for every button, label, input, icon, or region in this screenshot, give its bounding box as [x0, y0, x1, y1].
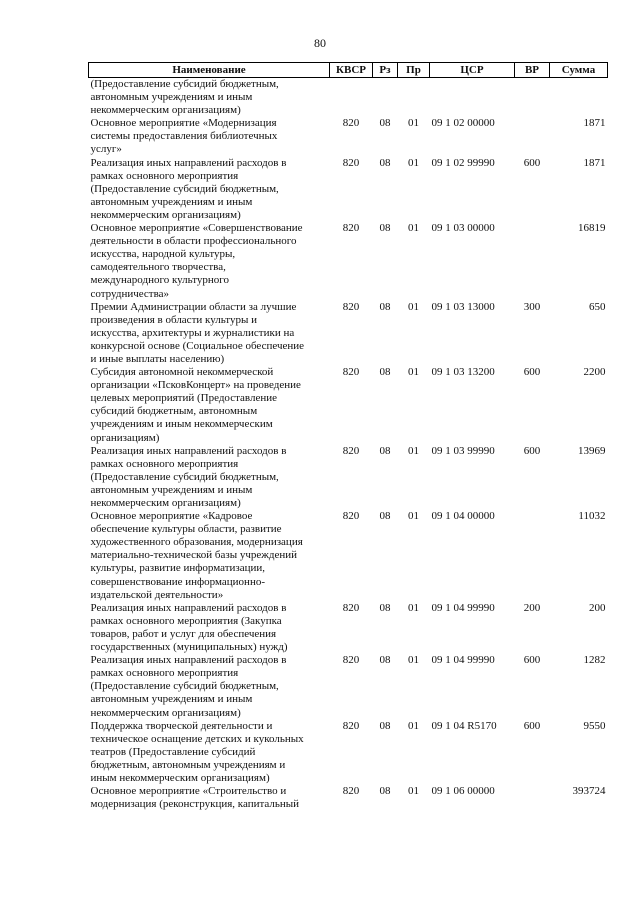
cell-csr: 09 1 04 99990 [431, 654, 495, 667]
cell-name-line: Реализация иных направлений расходов в [90, 654, 287, 667]
cell-name-line: автономным учреждениям и иным [90, 91, 253, 104]
cell-name [89, 366, 330, 445]
cell-sum: 393724 [572, 785, 606, 798]
cell-name-line: услуг» [90, 143, 122, 156]
cell-csr [430, 78, 515, 118]
budget-table [88, 62, 608, 811]
table-row [89, 157, 608, 222]
cell-rz [373, 78, 398, 118]
cell-csr: 09 1 06 00000 [431, 785, 495, 798]
cell-pr: 01 [408, 156, 419, 169]
cell-pr: 01 [408, 366, 419, 379]
cell-name-line: обеспечение культуры области, развитие [90, 523, 282, 536]
cell-pr: 01 [408, 222, 419, 235]
cell-name-line: субсидий бюджетным, автономным [90, 405, 258, 418]
cell-name-line: (Предоставление субсидий бюджетным, [90, 680, 279, 693]
cell-csr: 09 1 04 R5170 [431, 719, 497, 732]
cell-rz: 08 [379, 654, 391, 667]
cell-sum: 2200 [583, 366, 606, 379]
cell-name-line: (Предоставление субсидий бюджетным, [90, 470, 279, 483]
cell-name [89, 785, 330, 811]
cell-kvsr: 820 [342, 601, 360, 614]
cell-kvsr: 820 [342, 300, 360, 313]
cell-name-line: культуры, развитие информатизации, [90, 562, 266, 575]
cell-name-line: некоммерческим организациям) [90, 706, 241, 719]
cell-name-line: некоммерческим организациям) [90, 104, 241, 117]
cell-kvsr: 820 [342, 444, 360, 457]
header-vr: ВР [515, 63, 550, 78]
cell-name [89, 602, 330, 654]
cell-name-line: автономным учреждениям и иным [90, 693, 253, 706]
cell-name-line: художественного образования, модернизация [90, 536, 303, 549]
cell-vr: 600 [523, 156, 541, 169]
header-pr: Пр [398, 63, 430, 78]
cell-kvsr: 820 [342, 117, 360, 130]
cell-sum: 650 [589, 300, 606, 313]
header-csr: ЦСР [430, 63, 515, 78]
cell-sum: 16819 [578, 222, 606, 235]
cell-csr: 09 1 03 13000 [431, 300, 495, 313]
cell-name-line: рамках основного мероприятия [90, 169, 239, 182]
header-rz: Рз [373, 63, 398, 78]
cell-name-line: организации «ПсковКонцерт» на проведение [90, 379, 301, 392]
cell-kvsr: 820 [342, 366, 360, 379]
cell-pr: 01 [408, 117, 419, 130]
cell-kvsr [330, 78, 373, 118]
cell-name-line: иным некоммерческим организациям) [90, 771, 270, 784]
header-kvsr: КВСР [330, 63, 373, 78]
cell-vr [515, 78, 550, 118]
cell-rz: 08 [379, 117, 391, 130]
table-row [89, 222, 608, 301]
cell-vr [515, 117, 550, 156]
cell-vr: 200 [523, 601, 541, 614]
cell-vr [515, 510, 550, 602]
cell-name-line: Основное мероприятие «Модернизация [90, 117, 277, 130]
table-row [89, 78, 608, 118]
cell-name-line: материально-технической базы учреждений [90, 549, 298, 562]
cell-csr: 09 1 03 13200 [431, 366, 495, 379]
cell-name-line: учреждениям и иным некоммерческим [90, 418, 273, 431]
cell-name [89, 720, 330, 785]
cell-vr: 600 [523, 444, 541, 457]
cell-name-line: издательской деятельности» [90, 588, 224, 601]
cell-sum: 1282 [583, 654, 606, 667]
cell-rz: 08 [379, 785, 391, 798]
cell-kvsr: 820 [342, 719, 360, 732]
cell-name-line: автономным учреждениям и иным [90, 483, 253, 496]
cell-kvsr: 820 [342, 654, 360, 667]
cell-rz: 08 [379, 222, 391, 235]
cell-vr: 300 [523, 300, 541, 313]
cell-sum: 13969 [578, 444, 606, 457]
cell-sum: 200 [589, 601, 606, 614]
cell-pr: 01 [408, 300, 419, 313]
cell-sum: 1871 [583, 156, 606, 169]
cell-name-line: Основное мероприятие «Строительство и [90, 785, 287, 798]
cell-vr: 600 [523, 654, 541, 667]
cell-vr [515, 222, 550, 301]
cell-name-line: Реализация иных направлений расходов в [90, 444, 287, 457]
cell-kvsr: 820 [342, 222, 360, 235]
cell-name-line: автономным учреждениям и иным [90, 195, 253, 208]
cell-name [89, 117, 330, 156]
table-row [89, 602, 608, 654]
table-row [89, 117, 608, 156]
cell-name [89, 222, 330, 301]
cell-kvsr: 820 [342, 156, 360, 169]
cell-name-line: бюджетным, автономным учреждениям и [90, 758, 286, 771]
cell-pr: 01 [408, 601, 419, 614]
table-body [89, 78, 608, 812]
cell-name-line: Реализация иных направлений расходов в [90, 156, 287, 169]
cell-rz: 08 [379, 366, 391, 379]
cell-pr: 01 [408, 785, 419, 798]
cell-pr [398, 78, 430, 118]
cell-rz: 08 [379, 156, 391, 169]
cell-sum [550, 78, 608, 118]
cell-pr: 01 [408, 654, 419, 667]
cell-name-line: некоммерческим организациям) [90, 497, 241, 509]
cell-kvsr: 820 [342, 510, 360, 523]
table-row [89, 510, 608, 602]
header-name: Наименование [89, 63, 330, 78]
cell-pr: 01 [408, 719, 419, 732]
cell-name-line: и иные выплаты населению) [90, 352, 225, 365]
cell-name-line: модернизация (реконструкция, капитальный [90, 798, 300, 811]
table-row [89, 720, 608, 785]
cell-name [89, 301, 330, 366]
cell-rz: 08 [379, 719, 391, 732]
table-row [89, 445, 608, 510]
cell-csr: 09 1 02 99990 [431, 156, 495, 169]
cell-name-line: Премии Администрации области за лучшие [90, 300, 297, 313]
table-row [89, 785, 608, 811]
cell-csr: 09 1 04 00000 [431, 510, 495, 523]
cell-rz: 08 [379, 300, 391, 313]
page-number: 80 [314, 36, 326, 50]
cell-name-line: товаров, работ и услуг для обеспечения [90, 627, 277, 640]
cell-name-line: Основное мероприятие «Кадровое [90, 510, 253, 523]
cell-name [89, 510, 330, 602]
cell-rz: 08 [379, 510, 391, 523]
cell-name-line: некоммерческим организациям) [90, 208, 241, 221]
cell-name-line: целевых мероприятий (Предоставление [90, 392, 277, 405]
cell-sum: 11032 [578, 510, 606, 523]
cell-name-line: (Предоставление субсидий бюджетным, [90, 182, 279, 195]
cell-name-line: (Предоставление субсидий бюджетным, [90, 78, 279, 90]
cell-pr: 01 [408, 444, 419, 457]
table-row [89, 301, 608, 366]
cell-name-line: Субсидия автономной некоммерческой [90, 366, 274, 379]
cell-name-line: техническое оснащение детских и кукольных [90, 732, 304, 745]
header-sum: Сумма [550, 63, 608, 78]
cell-sum: 1871 [583, 117, 606, 130]
cell-csr: 09 1 03 00000 [431, 222, 495, 235]
cell-name-line: произведения в области культуры и [90, 313, 257, 326]
cell-name-line: деятельности в области профессионального [90, 235, 297, 248]
cell-name-line: государственных (муниципальных) нужд) [90, 641, 288, 654]
cell-name-line: конкурсной основе (Социальное обеспечение [90, 339, 305, 352]
cell-vr [515, 785, 550, 811]
cell-csr: 09 1 03 99990 [431, 444, 495, 457]
cell-vr: 600 [523, 366, 541, 379]
cell-name-line: организациям) [90, 431, 160, 444]
cell-name [89, 157, 330, 222]
cell-name-line: рамках основного мероприятия [90, 457, 239, 470]
cell-name-line: Основное мероприятие «Совершенствование [90, 222, 303, 235]
cell-csr: 09 1 02 00000 [431, 117, 495, 130]
cell-kvsr: 820 [342, 785, 360, 798]
table-header-row [89, 63, 608, 78]
cell-name-line: системы предоставления библиотечных [90, 130, 278, 143]
cell-name-line: совершенствование информационно- [90, 575, 265, 588]
cell-name-line: искусства, народной культуры, [90, 248, 236, 261]
cell-name-line: сотрудничества» [90, 287, 170, 300]
cell-name-line: Реализация иных направлений расходов в [90, 601, 287, 614]
cell-name [89, 654, 330, 719]
cell-name-line: Поддержка творческой деятельности и [90, 719, 273, 732]
cell-csr: 09 1 04 99990 [431, 601, 495, 614]
cell-pr: 01 [408, 510, 419, 523]
cell-name-line: рамках основного мероприятия (Закупка [90, 614, 282, 627]
table-row [89, 654, 608, 719]
cell-rz: 08 [379, 601, 391, 614]
cell-sum: 9550 [583, 719, 606, 732]
cell-name-line: рамках основного мероприятия [90, 667, 239, 680]
cell-name-line: театров (Предоставление субсидий [90, 745, 256, 758]
cell-name [89, 445, 330, 510]
cell-rz: 08 [379, 444, 391, 457]
cell-name-line: самодеятельного творчества, [90, 261, 226, 274]
cell-name [89, 78, 330, 118]
cell-name-line: международного культурного [90, 274, 230, 287]
table-row [89, 366, 608, 445]
cell-name-line: искусства, архитектуры и журналистики на [90, 326, 295, 339]
cell-vr: 600 [523, 719, 541, 732]
